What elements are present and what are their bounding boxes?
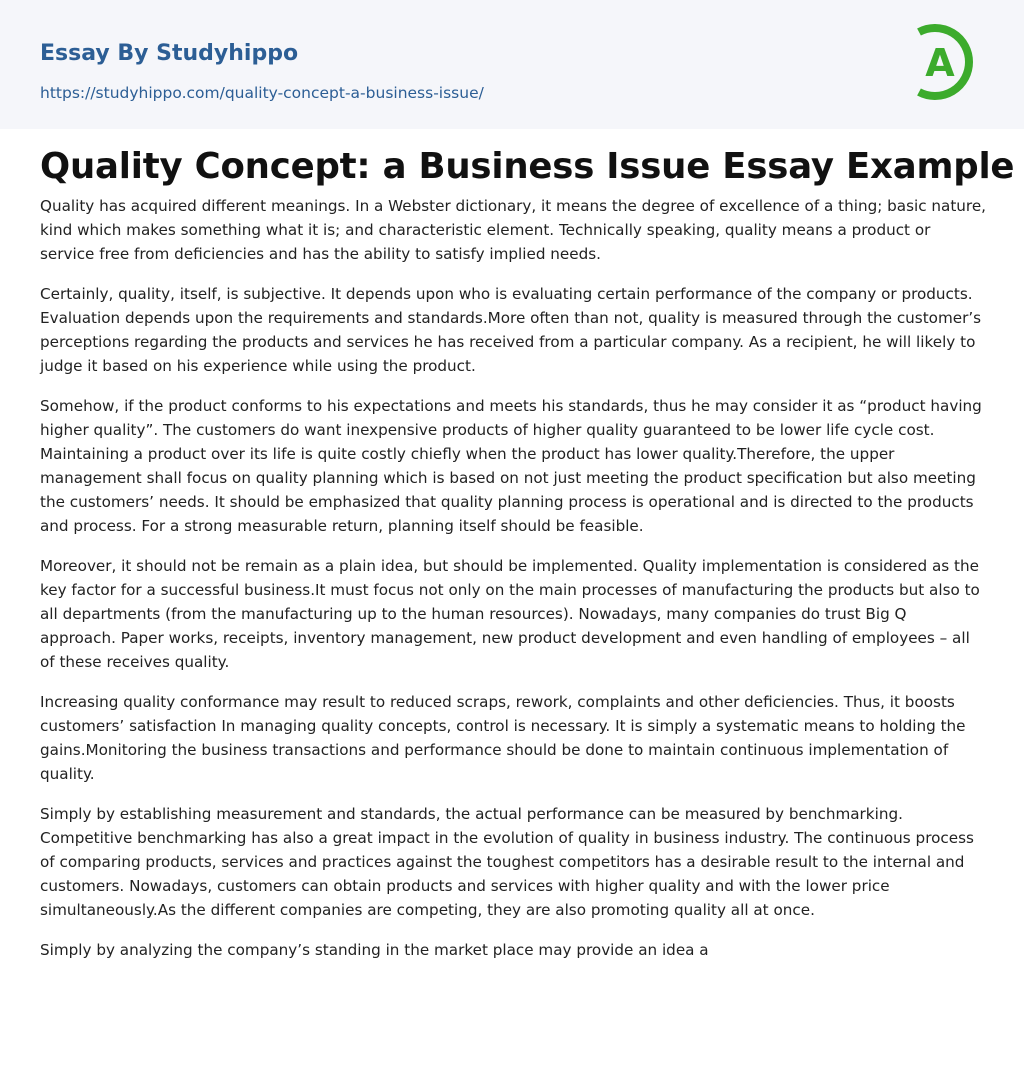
- essay-body: [40, 194, 986, 978]
- studyhippo-logo-icon[interactable]: [908, 18, 988, 106]
- essay-paragraph: Moreover, it should not be remain as a plain idea, but should be implemented. Quality implementation is considered as the key factor for a successful business.It must focus not only on the main processes of manufacturing the products but also to all departments (from the manufacturing up to the human resources). Nowadays, many companies do trust Big Q approach. Paper works, receipts, inventory management, new product development and even handling of employees – all of these receives quality.: [40, 557, 980, 671]
- logo-letter: A: [925, 41, 955, 85]
- essay-paragraph: Somehow, if the product conforms to his expectations and meets his standards, thus he may consider it as “product having higher quality”. The customers do want inexpensive products of higher quality guaranteed to be lower life cycle cost. Maintaining a product over its life is quite costly chiefly when the product has lower quality.Therefore, the upper management shall focus on quality planning which is based on not just meeting the product specification but also meeting the customers’ needs. It should be emphasized that quality planning process is operational and is directed to the products and process. For a strong measurable return, planning itself should be feasible.: [40, 397, 982, 535]
- site-brand[interactable]: Essay By Studyhippo: [40, 41, 299, 66]
- essay-paragraph: Quality has acquired different meanings. In a Webster dictionary, it means the degree of excellence of a thing; basic nature, kind which makes something what it is; and characteristic element. Technically speaking, quality means a product or service free from deficiencies and has the ability to satisfy implied needs.: [40, 197, 987, 263]
- essay-paragraph: Increasing quality conformance may result to reduced scraps, rework, complaints and other deficiencies. Thus, it boosts customers’ satisfaction In managing quality concepts, control is necessary. It is simply a systematic means to holding the gains.Monitoring the business transactions and performance should be done to maintain continuous implementation of quality.: [40, 693, 966, 783]
- essay-paragraph: Certainly, quality, itself, is subjective. It depends upon who is evaluating certain performance of the company or products. Evaluation depends upon the requirements and standards.More often than not, quality is measured through the customer’s perceptions regarding the products and services he has received from a particular company. As a recipient, he will likely to judge it based on his experience while using the product.: [40, 285, 982, 375]
- essay-paragraph-truncated: Simply by analyzing the company’s standing in the market place may provide an idea a: [40, 941, 709, 959]
- essay-title: Quality Concept: a Business Issue Essay Example: [40, 146, 1015, 187]
- site-header: [0, 0, 1024, 129]
- essay-url-link[interactable]: https://studyhippo.com/quality-concept-a-business-issue/: [40, 84, 484, 102]
- essay-paragraph: Simply by establishing measurement and standards, the actual performance can be measured by benchmarking. Competitive benchmarking has also a great impact in the evolution of quality in business industry. The continuous process of comparing products, services and practices against the toughest competitors has a desirable result to the internal and customers. Nowadays, customers can obtain products and services with higher quality and with the lower price simultaneously.As the different companies are competing, they are also promoting quality all at once.: [40, 805, 974, 919]
